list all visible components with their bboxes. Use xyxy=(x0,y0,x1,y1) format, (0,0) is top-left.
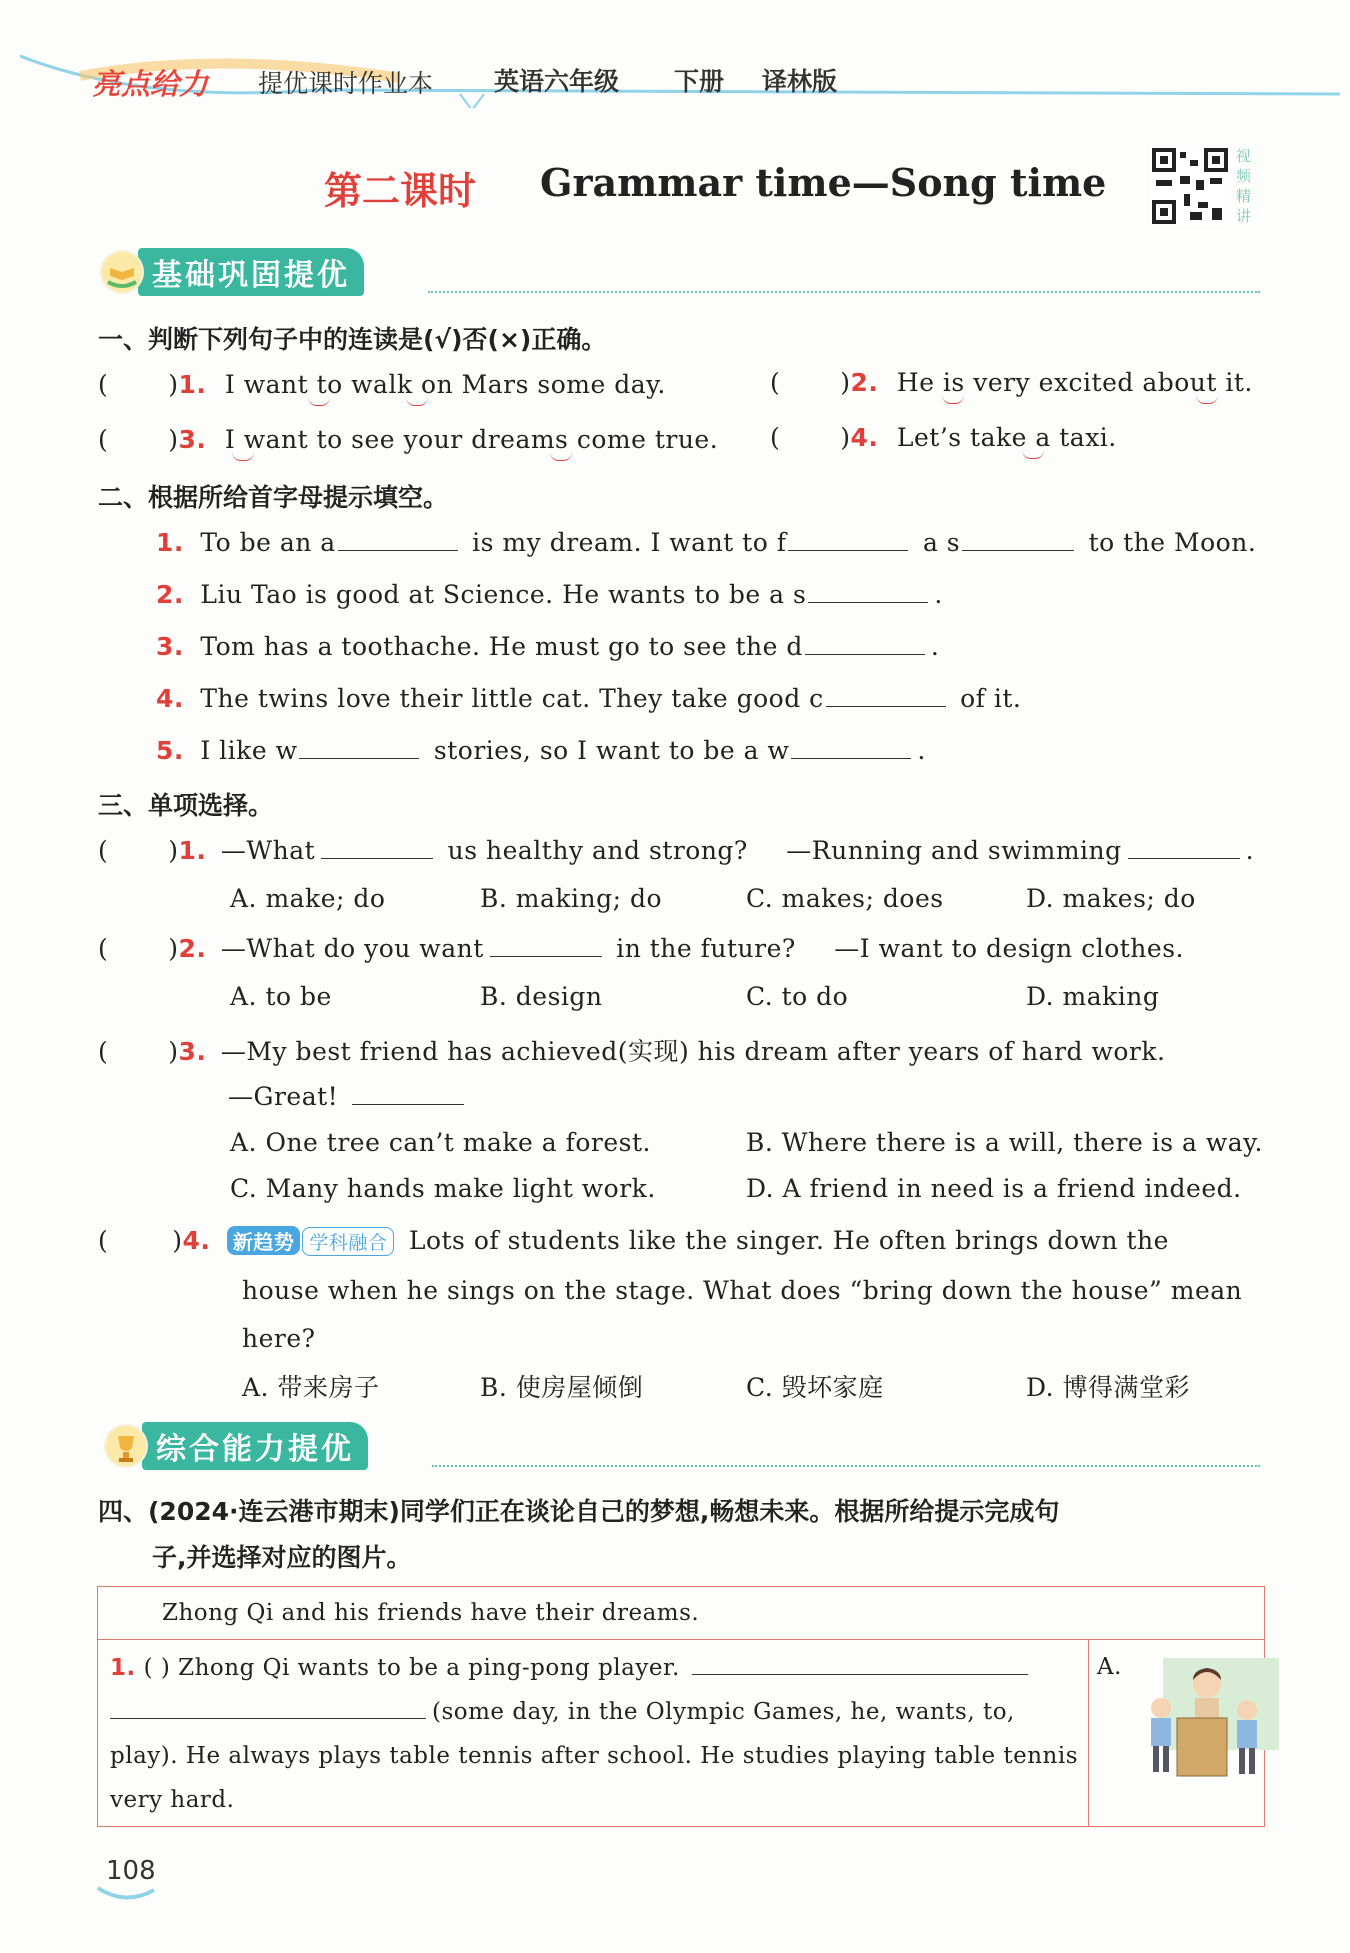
s3-q2-option-c[interactable]: C. to do xyxy=(746,982,849,1011)
header-volume: 下册 xyxy=(674,67,725,96)
s4-picture-label: A. xyxy=(1097,1654,1122,1680)
section-banner-basic xyxy=(100,250,364,294)
s1-item-2-num: 2. xyxy=(850,368,879,397)
s3-q4-option-a[interactable]: A. 带来房子 xyxy=(242,1373,380,1402)
s4-item-1-hint: (some day, in the Olympic Games, he, wants, to, xyxy=(432,1699,1015,1725)
s3-q1-text-a: —What xyxy=(220,836,316,865)
answer-blank[interactable] xyxy=(788,549,908,551)
answer-blank[interactable] xyxy=(808,601,928,603)
s1-item-2-text: He is very excited about it. xyxy=(896,368,1253,397)
s4-item-1-line-3: play). He always plays table tennis after school. He studies playing table tennis xyxy=(110,1743,1079,1769)
s3-q3-num: 3. xyxy=(178,1037,207,1066)
s2-item-3-text-a: Tom has a toothache. He must go to see the d xyxy=(200,632,803,661)
s1-item-3: ( )3. I want to see your dreams come true. xyxy=(98,425,719,454)
s3-q1-option-d[interactable]: D. makes; do xyxy=(1026,884,1196,913)
subject-tag: 学科融合 xyxy=(302,1227,394,1256)
s2-item-1-text-b: is my dream. I want to f xyxy=(472,528,787,557)
s3-q3-reply xyxy=(228,1082,470,1111)
banner-divider xyxy=(432,1464,1260,1467)
lesson-label: 第二课时 xyxy=(324,168,477,213)
s2-item-5-num: 5. xyxy=(156,736,184,765)
s3-q4-line-1: Lots of students like the singer. He often brings down the xyxy=(408,1226,1169,1255)
s1-item-4: ( )4. Let’s take a taxi. xyxy=(770,423,1117,452)
s3-heading: 三、单项选择。 xyxy=(98,791,274,820)
header-subject: 英语六年级 xyxy=(494,67,620,96)
s2-item-3 xyxy=(156,632,939,661)
s2-item-2-num: 2. xyxy=(156,580,184,609)
s1-item-4-text: Let’s take a taxi. xyxy=(896,423,1117,452)
s3-q1-text-c: —Running and swimming xyxy=(786,836,1122,865)
s3-q4-option-c[interactable]: C. 毁坏家庭 xyxy=(746,1373,884,1402)
s1-item-3-num: 3. xyxy=(178,425,207,454)
liaison-mark xyxy=(1022,450,1044,459)
s4-heading-line-2: 子,并选择对应的图片。 xyxy=(152,1543,412,1572)
answer-blank[interactable] xyxy=(692,1673,1028,1675)
s2-item-5 xyxy=(156,736,926,765)
s3-q3-option-c[interactable]: C. Many hands make light work. xyxy=(230,1174,656,1203)
s1-item-2: ( )2. He is very excited about it. xyxy=(770,368,1253,397)
s2-heading: 二、根据所给首字母提示填空。 xyxy=(98,483,449,512)
trophy-icon xyxy=(104,1424,148,1468)
liaison-mark xyxy=(232,452,254,461)
s3-q4-option-d[interactable]: D. 博得满堂彩 xyxy=(1026,1373,1191,1402)
header-book: 提优课时作业本 xyxy=(258,69,434,98)
s3-q1-option-a[interactable]: A. make; do xyxy=(230,884,386,913)
s2-item-5-text-a: I like w xyxy=(200,736,298,765)
s2-item-4-num: 4. xyxy=(156,684,184,713)
s3-q2-option-a[interactable]: A. to be xyxy=(230,982,332,1011)
banner-basic-label: 基础巩固提优 xyxy=(138,248,364,296)
header-brand: 亮点给力 xyxy=(92,67,209,101)
s3-q4-line-3: here? xyxy=(242,1324,316,1353)
answer-blank[interactable] xyxy=(805,653,925,655)
answer-blank[interactable] xyxy=(826,705,946,707)
s3-q3-text-b: —Great! xyxy=(228,1082,339,1111)
s2-item-3-num: 3. xyxy=(156,632,184,661)
s3-q4-line-2: house when he sings on the stage. What does “bring down the house” mean xyxy=(242,1276,1243,1305)
answer-blank[interactable] xyxy=(490,955,602,957)
s3-q2-option-b[interactable]: B. design xyxy=(480,982,603,1011)
s2-item-4-text-b: of it. xyxy=(960,684,1022,713)
s3-q3: ( )3. —My best friend has achieved(实现) his dream after years of hard work. xyxy=(98,1037,1166,1066)
liaison-mark xyxy=(406,397,428,406)
s4-box-header xyxy=(98,1587,1265,1640)
page-number: 108 xyxy=(106,1856,156,1886)
s2-item-2-text-a: Liu Tao is good at Science. He wants to be a s xyxy=(200,580,807,609)
s4-box-title: Zhong Qi and his friends have their dreams. xyxy=(162,1600,700,1626)
s2-item-4 xyxy=(156,684,1021,713)
liaison-mark xyxy=(308,397,330,406)
answer-blank[interactable] xyxy=(1128,857,1240,859)
s3-q1-option-c[interactable]: C. makes; does xyxy=(746,884,944,913)
s2-item-1-num: 1. xyxy=(156,528,184,557)
s3-q3-option-a[interactable]: A. One tree can’t make a forest. xyxy=(230,1128,651,1157)
qr-label: 视频精讲 xyxy=(1236,147,1252,225)
s2-item-1-text-c: a s xyxy=(922,528,961,557)
s4-item-1-num: 1. xyxy=(110,1655,136,1681)
s3-q1-text-d: . xyxy=(1245,836,1255,865)
s2-item-1-text-a: To be an a xyxy=(200,528,336,557)
s4-picture-cell xyxy=(1089,1640,1265,1827)
page-number-swoosh xyxy=(96,1884,156,1904)
s3-q2-text-b: in the future? xyxy=(616,934,796,963)
s3-q1-num: 1. xyxy=(178,836,207,865)
s2-item-2-text-b: . xyxy=(934,580,943,609)
s4-item-cell xyxy=(98,1640,1089,1827)
liaison-mark xyxy=(942,395,964,404)
s3-q2-num: 2. xyxy=(178,934,207,963)
s3-q2-text-c: —I want to design clothes. xyxy=(834,934,1184,963)
liaison-mark xyxy=(1196,395,1218,404)
answer-blank[interactable] xyxy=(338,549,458,551)
s1-heading: 一、判断下列句子中的连读是(√)否(×)正确。 xyxy=(98,325,607,354)
banner-comprehensive-label: 综合能力提优 xyxy=(142,1422,368,1470)
header-edition: 译林版 xyxy=(762,67,838,96)
s4-box xyxy=(97,1586,1265,1827)
s1-item-1: ( )1. I want to walk on Mars some day. xyxy=(98,370,666,399)
answer-blank[interactable] xyxy=(110,1717,426,1719)
trend-tag: 新趋势 xyxy=(227,1226,301,1255)
s3-q2-text-a: —What do you want xyxy=(220,934,484,963)
s2-item-5-text-c: . xyxy=(917,736,926,765)
s1-item-3-text: I want to see your dreams come true. xyxy=(224,425,719,454)
s3-q2: ( )2. —What do you want in the future? —I want to design clothes. xyxy=(98,934,1184,963)
page-title: Grammar time—Song time xyxy=(540,160,1107,205)
classroom-picture[interactable] xyxy=(1133,1658,1279,1794)
s3-q2-option-d[interactable]: D. making xyxy=(1026,982,1160,1011)
s2-item-3-text-b: . xyxy=(930,632,940,661)
s2-item-1 xyxy=(156,528,1256,557)
s3-q4: ( )4. 新趋势 学科融合 Lots of students like the singer. He often brings down the xyxy=(98,1226,1169,1255)
banner-divider xyxy=(428,290,1260,293)
s3-q1-option-b[interactable]: B. making; do xyxy=(480,884,663,913)
s3-q3-option-b[interactable]: B. Where there is a will, there is a way. xyxy=(746,1128,1263,1157)
s4-item-1-line-2 xyxy=(110,1690,1078,1734)
book-icon xyxy=(100,250,144,294)
s1-item-1-num: 1. xyxy=(178,370,207,399)
s3-q3-text-a: —My best friend has achieved(实现) his dream after years of hard work. xyxy=(220,1037,1166,1066)
s3-q4-option-b[interactable]: B. 使房屋倾倒 xyxy=(480,1373,644,1402)
s2-item-1-text-d: to the Moon. xyxy=(1088,528,1257,557)
s4-item-1-text: ( ) Zhong Qi wants to be a ping-pong player. xyxy=(143,1655,680,1681)
s3-q1-text-b: us healthy and strong? xyxy=(447,836,748,865)
s3-q3-option-d[interactable]: D. A friend in need is a friend indeed. xyxy=(746,1174,1242,1203)
answer-blank[interactable] xyxy=(321,857,433,859)
qr-code-icon[interactable] xyxy=(1150,146,1230,226)
s1-item-1-text: I want to walk on Mars some day. xyxy=(224,370,666,399)
liaison-mark xyxy=(550,452,572,461)
s1-item-4-num: 4. xyxy=(850,423,879,452)
s3-q1: ( )1. —What us healthy and strong? —Running and swimming . xyxy=(98,836,1255,865)
answer-blank[interactable] xyxy=(352,1103,464,1105)
s2-item-2 xyxy=(156,580,943,609)
s4-item-1-line-4: very hard. xyxy=(110,1787,235,1813)
answer-blank[interactable] xyxy=(299,757,419,759)
s3-q4-num: 4. xyxy=(182,1226,211,1255)
answer-blank[interactable] xyxy=(962,549,1074,551)
s4-heading-line-1: 四、(2024·连云港市期末)同学们正在谈论自己的梦想,畅想未来。根据所给提示完成句 xyxy=(98,1497,1060,1526)
s2-item-5-text-b: stories, so I want to be a w xyxy=(433,736,790,765)
s2-item-4-text-a: The twins love their little cat. They take good c xyxy=(200,684,824,713)
section-banner-comprehensive xyxy=(104,1424,368,1468)
answer-blank[interactable] xyxy=(791,757,911,759)
s4-item-1-line-1 xyxy=(110,1646,1078,1690)
